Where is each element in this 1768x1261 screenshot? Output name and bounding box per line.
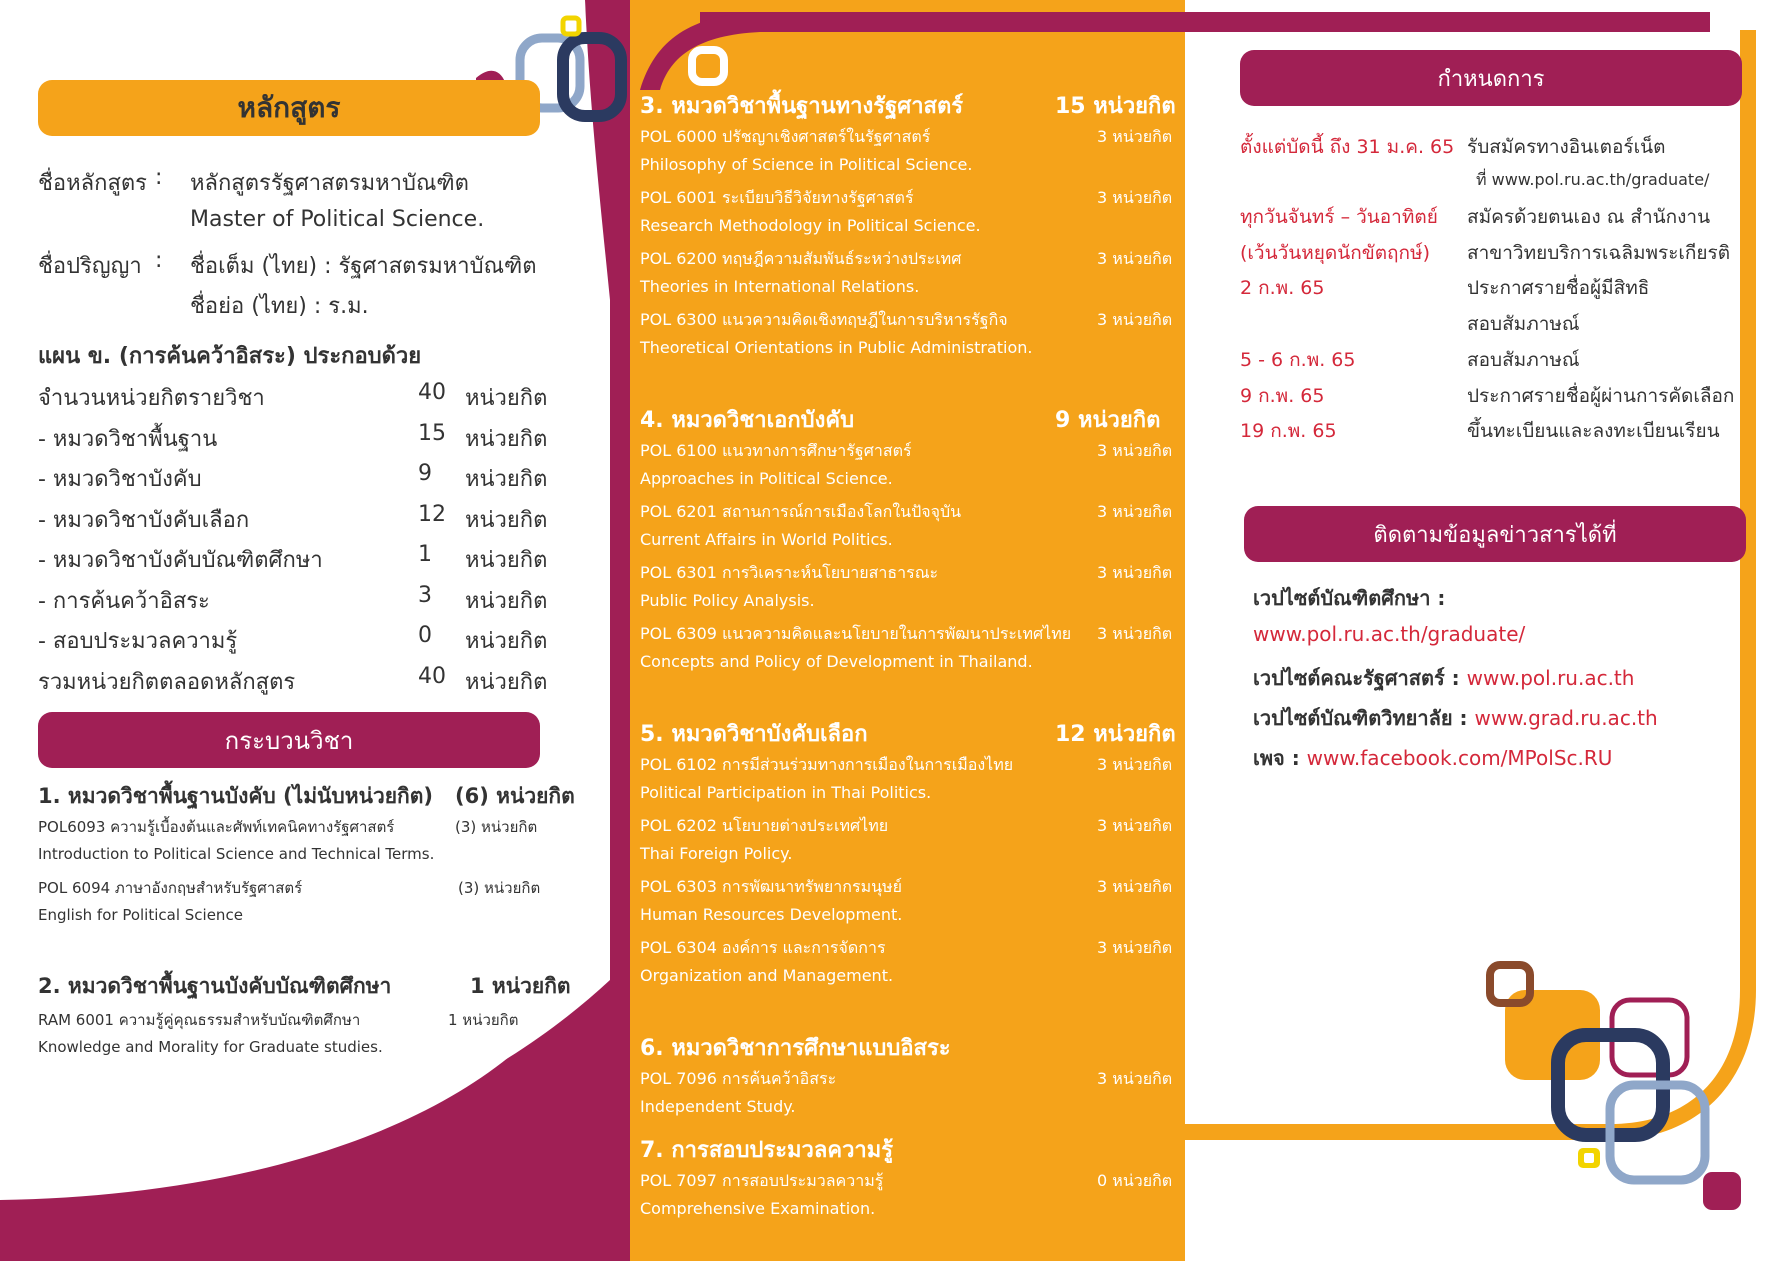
course-english: Comprehensive Examination. (640, 1199, 876, 1218)
course-english: Approaches in Political Science. (640, 469, 893, 488)
course-english: Research Methodology in Political Science. (640, 216, 981, 235)
course-name-en: Master of Political Science. (190, 207, 485, 232)
course-code: POL 6100 แนวทางการศึกษารัฐศาสตร์ (640, 441, 912, 460)
course-credit: 3 หน่วยกิต (1097, 816, 1173, 835)
follow-heading: ติดตามข้อมูลข่าวสารได้ที่ (1373, 522, 1617, 548)
schedule-event: สมัครด้วยตนเอง ณ สำนักงาน (1467, 206, 1711, 228)
sec1-credits: (6) หน่วยกิต (455, 784, 575, 808)
link-url[interactable]: www.pol.ru.ac.th (1466, 666, 1635, 690)
link-row (1253, 662, 1634, 694)
degree-label: ชื่อปริญญา (38, 254, 142, 279)
credit-row-count: 9 (418, 461, 432, 486)
credit-row-count: 40 (418, 663, 446, 689)
sec1-item2-code: POL 6094 ภาษาอังกฤษสำหรับรัฐศาสตร์ (38, 879, 303, 897)
schedule-date: ตั้งแต่บัดนี้ ถึง 31 ม.ค. 65 (1240, 136, 1455, 158)
credit-row-unit: หน่วยกิต (465, 588, 548, 614)
sec1-item2-en: English for Political Science (38, 906, 243, 924)
schedule-event: สอบสัมภาษณ์ (1467, 313, 1580, 335)
course-credit: 3 หน่วยกิต (1097, 563, 1173, 582)
course-english: Concepts and Policy of Development in Thailand. (640, 652, 1033, 671)
credit-row-count: 40 (418, 380, 446, 405)
course-credit: 3 หน่วยกิต (1097, 127, 1173, 146)
schedule-event: ที่ www.pol.ru.ac.th/graduate/ (1476, 170, 1710, 189)
credit-row-count: 1 (418, 542, 432, 567)
schedule-event: สอบสัมภาษณ์ (1467, 349, 1580, 371)
link-row (1253, 582, 1445, 614)
course-code: POL 6300 แนวความคิดเชิงทฤษฎีในการบริหารรัฐกิจ (640, 310, 1008, 329)
sec1-item1-en: Introduction to Political Science and Technical Terms. (38, 845, 435, 863)
sec2-item1-credit: 1 หน่วยกิต (448, 1011, 519, 1029)
sec1-item1-credit: (3) หน่วยกิต (455, 818, 538, 836)
course-english: Philosophy of Science in Political Science. (640, 155, 973, 174)
link-row (1253, 702, 1658, 734)
follow-heading-box (1244, 506, 1746, 562)
course-credit: 3 หน่วยกิต (1097, 624, 1173, 643)
course-code: POL 6001 ระเบียบวิธีวิจัยทางรัฐศาสตร์ (640, 188, 914, 207)
section-title: 7. การสอบประมวลความรู้ (640, 1138, 894, 1163)
course-english: Current Affairs in World Politics. (640, 530, 893, 549)
section-title: 3. หมวดวิชาพื้นฐานทางรัฐศาสตร์ (640, 94, 964, 119)
credit-row-unit: หน่วยกิต (465, 548, 548, 573)
credit-row-label: - สอบประมวลความรู้ (38, 629, 238, 654)
credit-row-unit: หน่วยกิต (465, 386, 548, 411)
degree-full: ชื่อเต็ม (ไทย) : รัฐศาสตรมหาบัณฑิต (190, 254, 537, 279)
subjects-heading: กระบวนวิชา (224, 726, 354, 755)
schedule-event: สาขาวิทยบริการเฉลิมพระเกียรติ (1467, 242, 1731, 264)
course-code: POL 6304 องค์การ และการจัดการ (640, 938, 886, 957)
course-credit: 3 หน่วยกิต (1097, 1069, 1173, 1088)
course-credit: 3 หน่วยกิต (1097, 310, 1173, 329)
link-url[interactable]: www.grad.ru.ac.th (1474, 706, 1658, 730)
schedule-event: ประกาศรายชื่อผู้มีสิทธิ (1467, 277, 1650, 299)
course-credit: 3 หน่วยกิต (1097, 188, 1173, 207)
section-title: 5. หมวดวิชาบังคับเลือก (640, 722, 868, 747)
section-title: 4. หมวดวิชาเอกบังคับ (640, 408, 855, 433)
link-url[interactable]: www.facebook.com/MPolSc.RU (1306, 746, 1613, 770)
credit-row-label: - หมวดวิชาบังคับบัณฑิตศึกษา (38, 548, 323, 573)
sec1-item2-credit: (3) หน่วยกิต (458, 879, 541, 897)
credit-row-count: 12 (418, 501, 446, 527)
curriculum-heading-box (38, 80, 540, 136)
sec1-item1-code: POL6093 ความรู้เบื้องต้นและศัพท์เทคนิคทางรัฐศาสตร์ (38, 818, 395, 836)
course-code: POL 6201 สถานการณ์การเมืองโลกในปัจจุบัน (640, 502, 962, 521)
schedule-event: รับสมัครทางอินเตอร์เน็ต (1467, 136, 1666, 158)
link-label: เวปไซต์บัณฑิตวิทยาลัย : (1253, 706, 1475, 730)
link-url[interactable]: www.pol.ru.ac.th/graduate/ (1253, 622, 1526, 646)
sec2-item1-code: RAM 6001 ความรู้คู่คุณธรรมสำหรับบัณฑิตศึกษา (38, 1011, 361, 1029)
credit-row-label: - หมวดวิชาพื้นฐาน (38, 426, 218, 452)
course-code: POL 6303 การพัฒนาทรัพยากรมนุษย์ (640, 877, 902, 896)
schedule-event: ประกาศรายชื่อผู้ผ่านการคัดเลือก (1467, 385, 1735, 407)
credit-row-label: - หมวดวิชาบังคับ (38, 467, 202, 492)
course-code: POL 6102 การมีส่วนร่วมทางการเมืองในการเมืองไทย (640, 755, 1014, 774)
course-english: Public Policy Analysis. (640, 591, 815, 610)
course-credit: 3 หน่วยกิต (1097, 938, 1173, 957)
link-row (1253, 742, 1612, 774)
section-credits: 12 หน่วยกิต (1055, 722, 1176, 747)
degree-short: ชื่อย่อ (ไทย) : ร.ม. (190, 294, 369, 319)
course-english: Theories in International Relations. (640, 277, 920, 296)
credit-row-unit: หน่วยกิต (465, 507, 548, 533)
course-name-colon: : (155, 165, 163, 190)
sec1-title: 1. หมวดวิชาพื้นฐานบังคับ (ไม่นับหน่วยกิต) (38, 784, 433, 808)
link-label: เวปไซต์บัณฑิตศึกษา : (1253, 586, 1446, 610)
credit-row-label: จำนวนหน่วยกิตรายวิชา (38, 386, 265, 411)
schedule-date: 5 - 6 ก.พ. 65 (1240, 349, 1356, 371)
course-english: Independent Study. (640, 1097, 796, 1116)
credit-row-label: รวมหน่วยกิตตลอดหลักสูตร (38, 669, 296, 695)
schedule-heading: กำหนดการ (1437, 66, 1545, 92)
schedule-date: 9 ก.พ. 65 (1240, 385, 1325, 407)
schedule-date: ทุกวันจันทร์ – วันอาทิตย์ (1240, 206, 1438, 228)
sec2-credits: 1 หน่วยกิต (470, 974, 571, 998)
course-name-th: หลักสูตรรัฐศาสตรมหาบัณฑิต (190, 171, 469, 196)
section-title: 6. หมวดวิชาการศึกษาแบบอิสระ (640, 1036, 951, 1061)
course-credit: 3 หน่วยกิต (1097, 877, 1173, 896)
course-code: POL 7097 การสอบประมวลความรู้ (640, 1171, 884, 1190)
credit-row-count: 3 (418, 582, 432, 608)
credit-row-label: - หมวดวิชาบังคับเลือก (38, 507, 250, 533)
section-credits: 9 หน่วยกิต (1055, 408, 1161, 433)
course-code: POL 7096 การค้นคว้าอิสระ (640, 1069, 837, 1088)
sec2-title: 2. หมวดวิชาพื้นฐานบังคับบัณฑิตศึกษา (38, 974, 392, 998)
credit-row-count: 0 (418, 623, 432, 648)
schedule-date: 19 ก.พ. 65 (1240, 420, 1337, 442)
course-name-label: ชื่อหลักสูตร (38, 171, 147, 196)
subjects-heading-box (38, 712, 540, 768)
degree-colon: : (155, 248, 163, 273)
course-code: POL 6200 ทฤษฎีความสัมพันธ์ระหว่างประเทศ (640, 249, 962, 268)
credit-row-unit: หน่วยกิต (465, 669, 548, 695)
schedule-date: 2 ก.พ. 65 (1240, 277, 1325, 299)
course-code: POL 6309 แนวความคิดและนโยบายในการพัฒนาประเทศไทย (640, 624, 1072, 643)
course-english: Theoretical Orientations in Public Administration. (640, 338, 1033, 357)
plan-title: แผน ข. (การค้นคว้าอิสระ) ประกอบด้วย (38, 344, 422, 369)
course-english: Political Participation in Thai Politics. (640, 783, 932, 802)
credit-row-unit: หน่วยกิต (465, 629, 548, 654)
link-row (1253, 622, 1525, 646)
schedule-heading-box (1240, 50, 1742, 106)
link-label: เวปไซต์คณะรัฐศาสตร์ : (1253, 666, 1467, 690)
course-credit: 3 หน่วยกิต (1097, 441, 1173, 460)
link-label: เพจ : (1253, 746, 1307, 770)
course-code: POL 6301 การวิเคราะห์นโยบายสาธารณะ (640, 563, 939, 582)
course-credit: 3 หน่วยกิต (1097, 249, 1173, 268)
credit-row-label: - การค้นคว้าอิสระ (38, 588, 210, 614)
credit-row-count: 15 (418, 420, 446, 446)
course-english: Thai Foreign Policy. (640, 844, 793, 863)
course-credit: 0 หน่วยกิต (1097, 1171, 1173, 1190)
schedule-date: (เว้นวันหยุดนักขัตฤกษ์) (1240, 242, 1430, 264)
course-credit: 3 หน่วยกิต (1097, 755, 1173, 774)
section-credits: 15 หน่วยกิต (1055, 94, 1176, 119)
course-english: Organization and Management. (640, 966, 894, 985)
course-credit: 3 หน่วยกิต (1097, 502, 1173, 521)
course-english: Human Resources Development. (640, 905, 903, 924)
course-code: POL 6000 ปรัชญาเชิงศาสตร์ในรัฐศาสตร์ (640, 127, 931, 146)
curriculum-heading: หลักสูตร (237, 91, 341, 124)
credit-row-unit: หน่วยกิต (465, 426, 548, 452)
credit-row-unit: หน่วยกิต (465, 467, 548, 492)
course-code: POL 6202 นโยบายต่างประเทศไทย (640, 816, 889, 835)
schedule-event: ขึ้นทะเบียนและลงทะเบียนเรียน (1467, 420, 1720, 442)
sec2-item1-en: Knowledge and Morality for Graduate studies. (38, 1038, 383, 1056)
